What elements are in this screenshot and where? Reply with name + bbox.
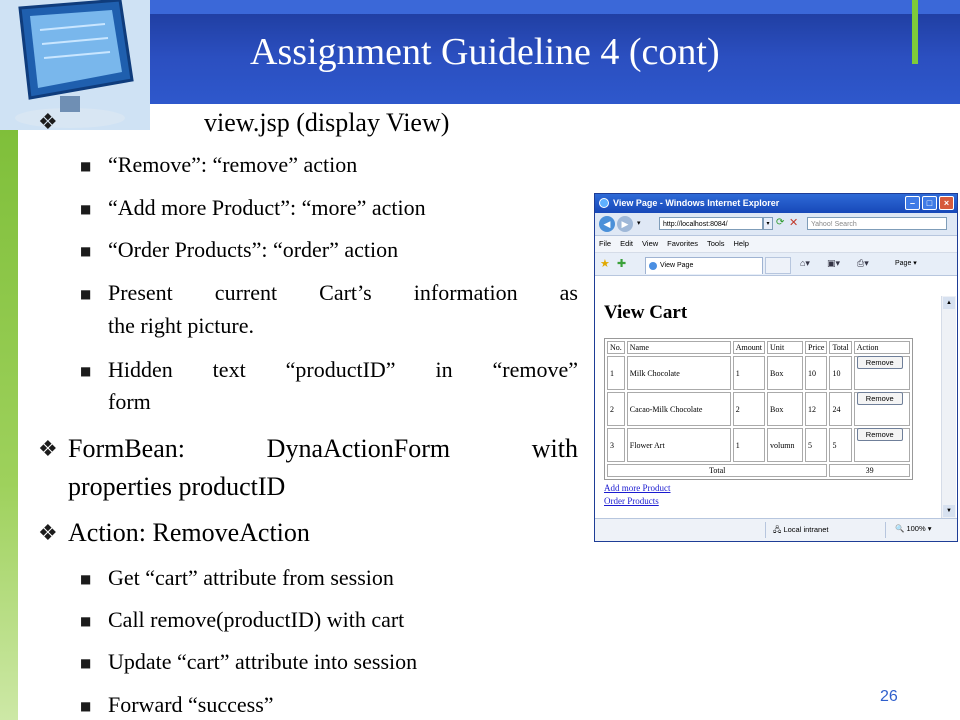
favorites-star-icon[interactable]: ★ bbox=[600, 258, 610, 270]
vertical-scrollbar[interactable] bbox=[941, 296, 956, 518]
maximize-button[interactable]: □ bbox=[922, 196, 937, 210]
table-row bbox=[607, 428, 910, 462]
cell-action bbox=[854, 356, 910, 390]
menu-favorites[interactable]: Favorites bbox=[667, 239, 698, 248]
browser-title-bar bbox=[595, 194, 957, 213]
cell-amount: 1 bbox=[733, 356, 765, 390]
add-favorite-icon[interactable]: ✚ bbox=[617, 258, 627, 270]
menu-tools[interactable]: Tools bbox=[707, 239, 725, 248]
page-menu[interactable]: Page ▾ bbox=[895, 260, 917, 267]
browser-window bbox=[594, 193, 958, 542]
square-bullet-icon: ■ bbox=[80, 202, 92, 216]
column-header: Total bbox=[829, 341, 851, 354]
menu-edit[interactable]: Edit bbox=[620, 239, 634, 248]
address-dropdown-icon[interactable]: ▾ bbox=[763, 217, 773, 230]
order-products-link[interactable]: Order Products bbox=[604, 496, 659, 506]
tab-bar bbox=[595, 253, 957, 276]
bullet-text: Get “cart” attribute from session bbox=[108, 565, 394, 590]
cell-no: 1 bbox=[607, 356, 625, 390]
title-band bbox=[150, 0, 960, 14]
feeds-icon[interactable]: ▣▾ bbox=[827, 258, 841, 268]
square-bullet-icon: ■ bbox=[80, 656, 92, 670]
slide-number: 26 bbox=[880, 688, 898, 705]
table-row bbox=[607, 356, 910, 390]
search-input[interactable]: Yahoo! Search bbox=[807, 217, 947, 230]
cell-no: 2 bbox=[607, 392, 625, 426]
total-value: 39 bbox=[829, 464, 909, 477]
remove-button[interactable]: Remove bbox=[857, 428, 903, 441]
menu-view[interactable]: View bbox=[642, 239, 659, 248]
minimize-button[interactable]: – bbox=[905, 196, 920, 210]
cell-amount: 1 bbox=[733, 428, 765, 462]
page-links bbox=[604, 482, 936, 508]
diamond-bullet-icon: ❖ bbox=[38, 437, 58, 462]
bullet-text-line2: the right picture. bbox=[108, 313, 255, 338]
diamond-bullet-icon: ❖ bbox=[38, 110, 58, 135]
total-label: Total bbox=[607, 464, 827, 477]
bullet-text: Action: RemoveAction bbox=[68, 518, 310, 547]
page-content bbox=[596, 296, 936, 518]
address-input[interactable]: http://localhost:8084/ bbox=[659, 217, 763, 230]
stop-icon[interactable]: ✕ bbox=[789, 217, 799, 229]
bullet-text: view.jsp (display View) bbox=[204, 108, 450, 137]
square-bullet-icon: ■ bbox=[80, 364, 92, 378]
cell-unit: Box bbox=[767, 356, 803, 390]
cell-name: Milk Chocolate bbox=[627, 356, 731, 390]
table-row bbox=[607, 392, 910, 426]
bullet-text: “Remove”: “remove” action bbox=[108, 152, 358, 177]
total-row bbox=[607, 464, 910, 477]
window-title: View Page - Windows Internet Explorer bbox=[613, 198, 780, 208]
tab-view-page[interactable]: View Page bbox=[645, 257, 763, 274]
history-dropdown-icon[interactable]: ▾ bbox=[637, 220, 641, 227]
cell-total: 24 bbox=[829, 392, 851, 426]
cell-total: 5 bbox=[829, 428, 851, 462]
scroll-down-icon[interactable]: ▼ bbox=[943, 505, 955, 517]
bullet-text: Forward “success” bbox=[108, 692, 274, 717]
square-bullet-icon: ■ bbox=[80, 572, 92, 586]
cell-total: 10 bbox=[829, 356, 851, 390]
table-header-row bbox=[607, 341, 910, 354]
back-icon[interactable]: ◀ bbox=[599, 216, 615, 232]
square-bullet-icon: ■ bbox=[80, 699, 92, 713]
cell-price: 12 bbox=[805, 392, 827, 426]
bullet-text-line1: FormBean: DynaActionForm with bbox=[68, 434, 578, 463]
cell-no: 3 bbox=[607, 428, 625, 462]
print-icon[interactable]: ⎙▾ bbox=[857, 258, 869, 268]
cell-unit: volumn bbox=[767, 428, 803, 462]
new-tab-button[interactable] bbox=[765, 257, 791, 274]
square-bullet-icon: ■ bbox=[80, 244, 92, 258]
scroll-up-icon[interactable]: ▲ bbox=[943, 297, 955, 309]
square-bullet-icon: ■ bbox=[80, 287, 92, 301]
accent-line bbox=[912, 0, 918, 64]
bullet-text: Update “cart” attribute into session bbox=[108, 649, 418, 674]
address-bar-row bbox=[595, 213, 957, 236]
add-more-product-link[interactable]: Add more Product bbox=[604, 483, 671, 493]
slide-title: Assignment Guideline 4 (cont) bbox=[250, 31, 720, 73]
cell-amount: 2 bbox=[733, 392, 765, 426]
monitor-logo-image bbox=[0, 0, 150, 130]
cell-price: 10 bbox=[805, 356, 827, 390]
bullet-text: “Add more Product”: “more” action bbox=[108, 195, 426, 220]
menu-help[interactable]: Help bbox=[733, 239, 749, 248]
column-header: Price bbox=[805, 341, 827, 354]
bullet-text-line2: properties productID bbox=[68, 472, 286, 501]
column-header: No. bbox=[607, 341, 625, 354]
column-header: Name bbox=[627, 341, 731, 354]
security-zone: 🖧 Local intranet bbox=[773, 525, 829, 534]
remove-button[interactable]: Remove bbox=[857, 356, 903, 369]
cell-name: Flower Art bbox=[627, 428, 731, 462]
cell-action bbox=[854, 392, 910, 426]
remove-button[interactable]: Remove bbox=[857, 392, 903, 405]
cell-price: 5 bbox=[805, 428, 827, 462]
cell-name: Cacao-Milk Chocolate bbox=[627, 392, 731, 426]
menu-file[interactable]: File bbox=[599, 239, 612, 248]
bullet-text-line1: Present current Cart’s information as bbox=[108, 280, 578, 305]
bullet-text: Call remove(productID) with cart bbox=[108, 607, 405, 632]
diamond-bullet-icon: ❖ bbox=[38, 521, 58, 546]
menu-bar bbox=[595, 236, 957, 253]
home-icon[interactable]: ⌂▾ bbox=[800, 258, 810, 268]
refresh-icon[interactable]: ⟳ bbox=[776, 217, 785, 228]
zoom-level[interactable]: 🔍 100% ▾ bbox=[895, 524, 932, 533]
status-bar bbox=[595, 518, 957, 541]
forward-icon[interactable]: ▶ bbox=[617, 216, 633, 232]
square-bullet-icon: ■ bbox=[80, 614, 92, 628]
cart-table bbox=[604, 338, 913, 480]
square-bullet-icon: ■ bbox=[80, 159, 92, 173]
left-accent-rail bbox=[0, 130, 26, 720]
column-header: Unit bbox=[767, 341, 803, 354]
cell-unit: Box bbox=[767, 392, 803, 426]
column-header: Amount bbox=[733, 341, 765, 354]
bullet-text-line1: Hidden text “productID” in “remove” bbox=[108, 357, 578, 382]
cell-action bbox=[854, 428, 910, 462]
ie-icon bbox=[599, 198, 609, 208]
column-header: Action bbox=[854, 341, 910, 354]
bullet-text-line2: form bbox=[108, 389, 151, 414]
close-button[interactable]: × bbox=[939, 196, 954, 210]
bullet-text: “Order Products”: “order” action bbox=[108, 237, 399, 262]
page-heading: View Cart bbox=[604, 302, 688, 323]
